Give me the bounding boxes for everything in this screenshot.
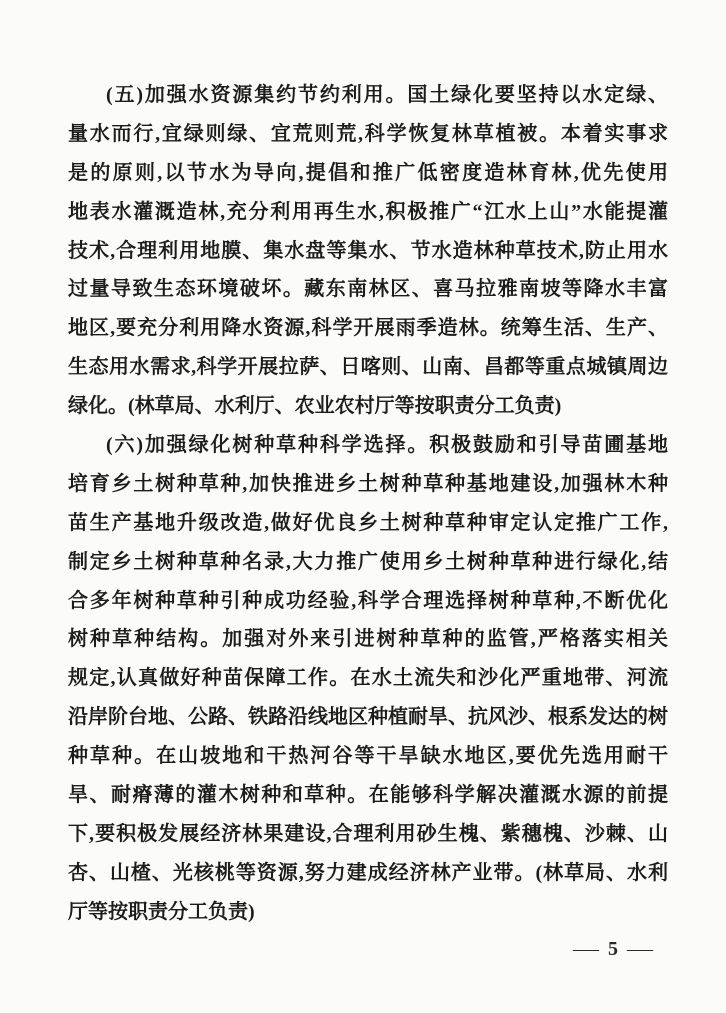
text-line: 制定乡土树种草种名录,大力推广使用乡土树种草种进行绿化,结 bbox=[68, 550, 668, 573]
text-line: 是的原则,以节水为导向,提倡和推广低密度造林育林,优先使用 bbox=[68, 161, 668, 184]
text-line: 旱、耐瘠薄的灌木树种和草种。在能够科学解决灌溉水源的前提 bbox=[68, 784, 668, 807]
text-line: 过量导致生态环境破坏。藏东南林区、喜马拉雅南坡等降水丰富 bbox=[68, 278, 668, 301]
text-line: 规定,认真做好种苗保障工作。在水土流失和沙化严重地带、河流 bbox=[68, 667, 668, 690]
text-line: 沿岸阶台地、公路、铁路沿线地区种植耐旱、抗风沙、根系发达的树 bbox=[68, 706, 668, 729]
text-line: 树种草种结构。加强对外来引进树种草种的监管,严格落实相关 bbox=[68, 628, 668, 651]
text-line: (五)加强水资源集约节约利用。国土绿化要坚持以水定绿、 bbox=[106, 84, 668, 106]
text-line: 种草种。在山坡地和干热河谷等干旱缺水地区,要优先选用耐干 bbox=[68, 745, 668, 768]
page-number-dash-right: — bbox=[627, 938, 653, 960]
page-number: 5 bbox=[608, 938, 618, 960]
text-line: (六)加强绿化树种草种科学选择。积极鼓励和引导苗圃基地 bbox=[106, 434, 668, 457]
page-footer bbox=[573, 938, 653, 961]
text-line: 技术,合理利用地膜、集水盘等集水、节水造林种草技术,防止用水 bbox=[68, 239, 668, 262]
text-line: 地表水灌溉造林,充分利用再生水,积极推广“江水上山”水能提灌 bbox=[68, 200, 668, 223]
text-line: 地区,要充分利用降水资源,科学开展雨季造林。统筹生活、生产、 bbox=[68, 317, 668, 340]
text-line: 绿化。(林草局、水利厅、农业农村厅等按职责分工负责) bbox=[68, 395, 562, 418]
text-line: 培育乡土树种草种,加快推进乡土树种草种基地建设,加强林木种 bbox=[68, 472, 668, 495]
text-line: 苗生产基地升级改造,做好优良乡土树种草种审定认定推广工作, bbox=[68, 511, 668, 534]
text-line: 量水而行,宜绿则绿、宜荒则荒,科学恢复林草植被。本着实事求 bbox=[68, 122, 668, 145]
text-line: 合多年树种草种引种成功经验,科学合理选择树种草种,不断优化 bbox=[68, 589, 668, 612]
text-line: 生态用水需求,科学开展拉萨、日喀则、山南、昌都等重点城镇周边 bbox=[68, 356, 668, 379]
text-line: 厅等按职责分工负责) bbox=[68, 900, 255, 923]
text-line: 杏、山楂、光核桃等资源,努力建成经济林产业带。(林草局、水利 bbox=[68, 861, 668, 884]
page-number-dash-left: — bbox=[573, 938, 599, 960]
document-body bbox=[68, 76, 668, 932]
text-line: 下,要积极发展经济林果建设,合理利用砂生槐、紫穗槐、沙棘、山 bbox=[68, 822, 668, 845]
